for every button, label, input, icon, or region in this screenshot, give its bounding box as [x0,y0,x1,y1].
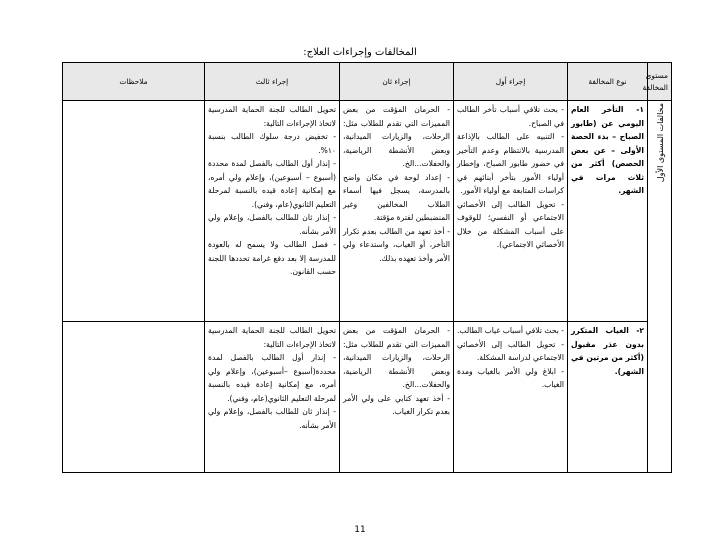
action-line: تحويل الطالب للجنة الحماية المدرسية لاتخاذ الإجراءات التالية: [208,105,336,128]
header-notes: ملاحظات [63,63,205,101]
page-number: 11 [354,525,366,535]
notes-cell [63,101,205,322]
action-line: - إعداد لوحة في مكان واضح بالمدرسة، يسجل فيها أسماء الطلاب المخالفين وغير المنضبطين لفترة مؤقتة. [343,172,450,223]
action-line: - تحويل الطالب إلى الأخصائي الاجتماعي أو النفسي؛ للوقوف على أسباب المشكلة من خلال الأخصائي الاجتماعي). [457,199,564,250]
action-line: - تخفيض درجة سلوك الطالب بنسبة ١٠%. [208,132,336,155]
action-line: - بحث تلافي أسباب تأخر الطالب في الصباح. [457,105,564,128]
table-caption: المخالفات وإجراءات العلاج: [303,47,417,58]
action-line: - فصل الطالب ولا يسمح له بالعودة للمدرسة إلا بعد دفع غرامة تحددها اللجنة حسب القانون. [208,240,336,277]
action1-cell [454,101,568,322]
header-type: نوع المخالفة [568,63,648,101]
action3-cell [205,322,340,473]
action2-cell [340,101,454,322]
action2-cell [340,322,454,473]
action-line: - أخذ تعهد كتابي على ولي الأمر بعدم تكرار الغياب. [343,393,450,417]
header-row [63,63,672,101]
action-line: تحويل الطالب للجنة الحماية المدرسية لاتخاذ الإجراءات التالية: [208,326,336,349]
header-action3: إجراء ثالث [205,63,340,101]
table-row [63,322,672,473]
action-line: - ابلاغ ولي الأمر بالغياب ومدة الغياب. [457,366,564,390]
action3-cell [205,101,340,322]
level-label: مخالفات المستوى الأول [655,103,665,183]
level-cell [648,101,672,473]
action-line: - الحرمان المؤقت من بعض المميزات التي تقدم للطلاب مثل: الرحلات، والزيارات الميدانية، وبعض الأنشطة الرياضية، والحفلات...الخ. [343,105,450,169]
violation-type-cell: ٢- الغياب المتكرر بدون عذر مقبول (أكثر من مرتين في الشهر). [568,322,648,473]
action-line: - الحرمان المؤقت من بعض المميزات التي تقدم للطلاب مثل: الرحلات، والزيارات الميدانية، وبعض الأنشطة الرياضية، والحفلات...الخ. [343,326,450,390]
action-line: - إنذار أول الطالب بالفصل لمدة محددة(أسبوع –أسبوعين)، وإعلام ولي أمره، مع إمكانية إعادة قيده بالنسبة لمرحلة التعليم الثانوي(عام، وفني). [208,353,336,403]
table-row [63,101,672,322]
action-line: - التنبيه على الطالب بالإذاعة المدرسية بالانتظام وعدم التأخير في حضور طابور الصباح، وإخطار أولياء الأمور بتأخر أبنائهم في كراسات المتابعة مع أولياء الأمور. [457,132,564,196]
violations-table [62,62,672,473]
action-line: - أخذ تعهد من الطالب بعدم تكرار التأخر، أو الغياب، واستدعاء ولي الأمر وأخذ تعهده بذلك. [343,226,450,263]
header-action1: إجراء أول [454,63,568,101]
action1-cell [454,322,568,473]
header-action2: إجراء ثان [340,63,454,101]
notes-cell [63,322,205,473]
violation-type-cell: ١- التأخر العام اليومي عن (طابور الصباح – بدء الحصة الأولى – عن بعض الحصص) أكثر من ثلاث مرات في الشهر. [568,101,648,322]
action-line: - بحث تلافي أسباب غياب الطالب. [457,326,564,335]
action-line: - تحويل الطالب إلى الأخصائي الاجتماعي لدراسة المشكلة. [457,339,564,363]
action-line: - إنذار أول الطالب بالفصل لمدة محددة (أسبوع – أسبوعين)، وإعلام ولي أمره، مع إمكانية إعادة قيده بالنسبة لمرحلة التعليم الثانوي(عام، وفني). [208,159,336,209]
action-line: - إنذار ثان للطالب بالفصل، وإعلام ولي الأمر بشأنه. [208,213,336,236]
action-line: - إنذار ثان للطالب بالفصل، وإعلام ولي الأمر بشأنه. [208,407,336,430]
header-level: مستوى المخالفة [648,63,672,101]
